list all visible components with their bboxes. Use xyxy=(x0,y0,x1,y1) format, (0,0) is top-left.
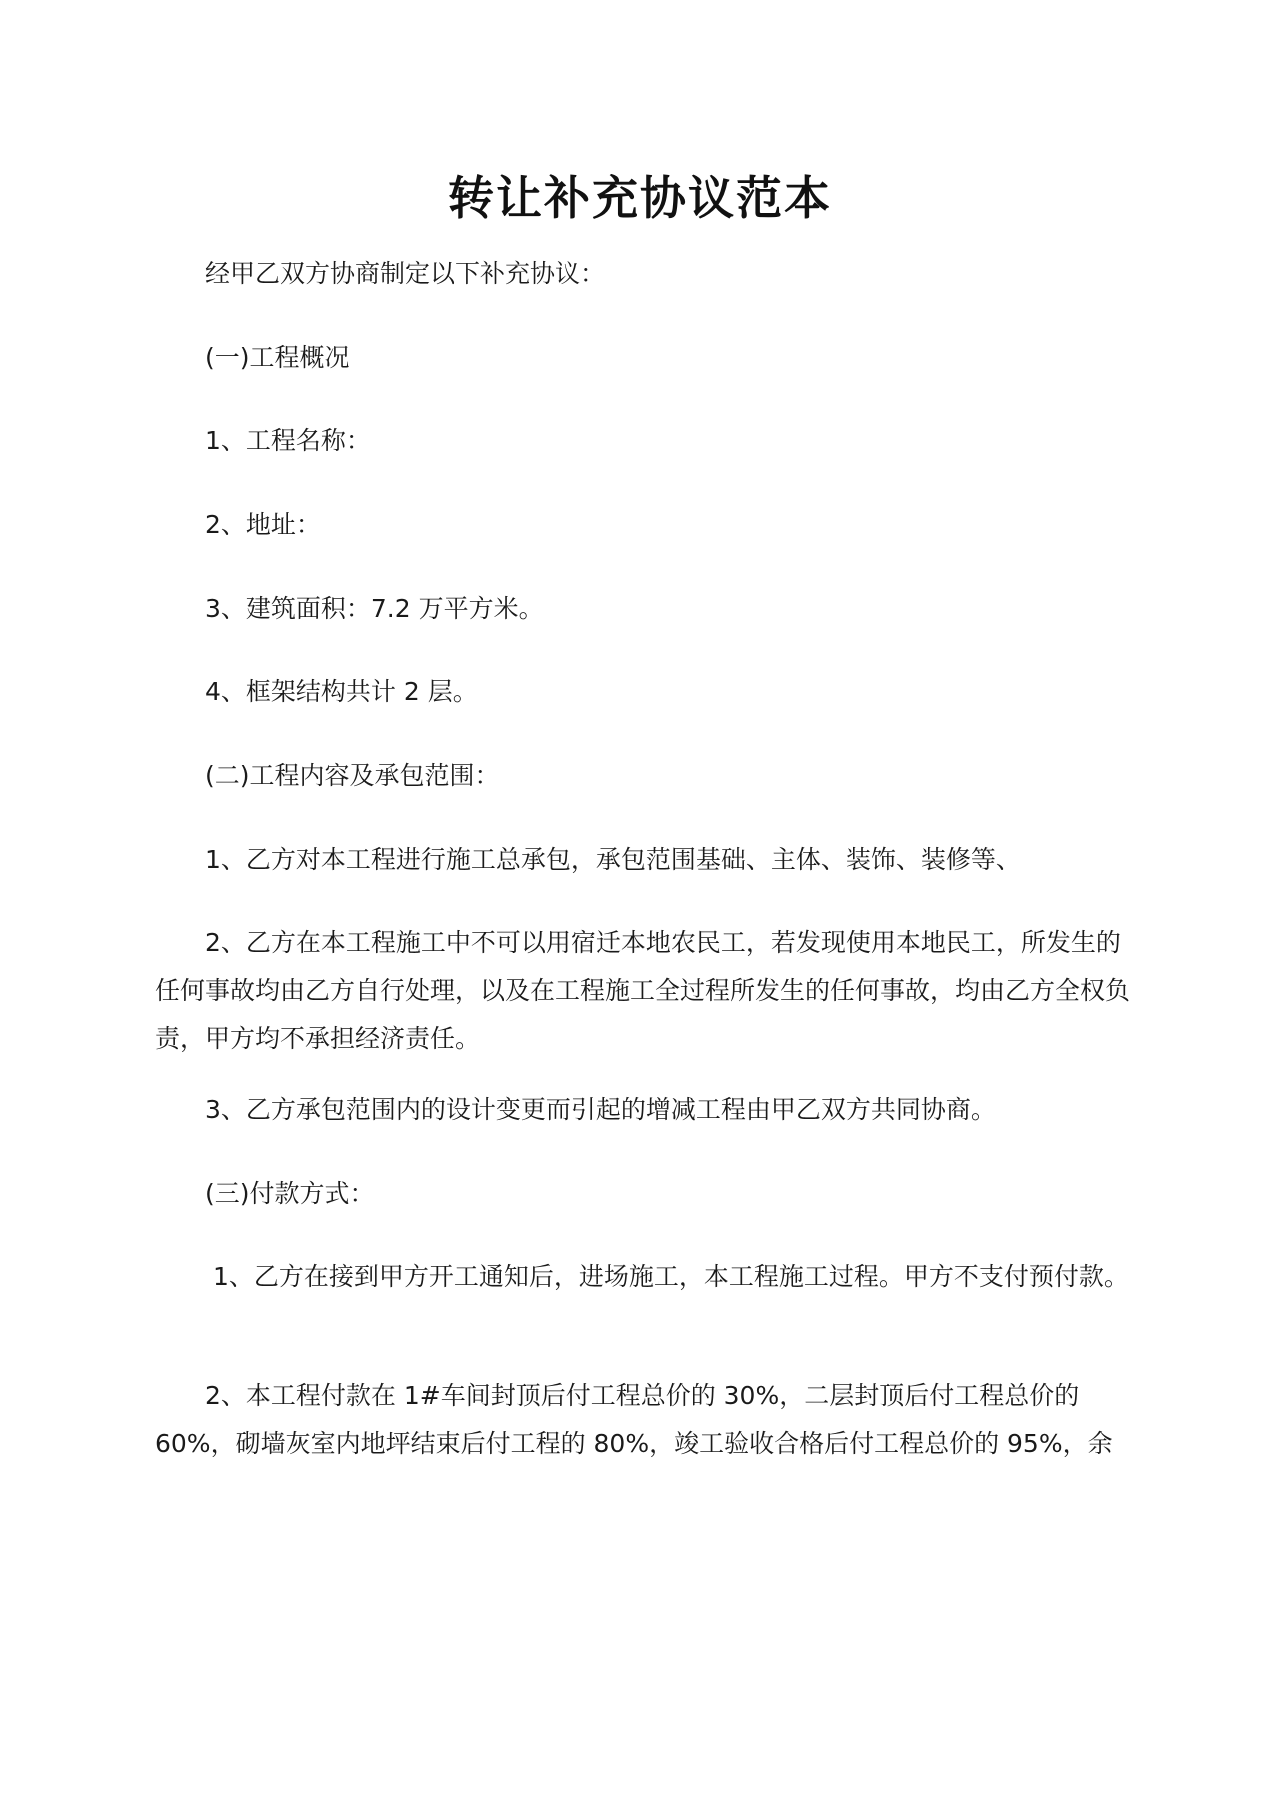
section-heading-2: (二)工程内容及承包范围： xyxy=(205,761,500,790)
list-item: 3、乙方承包范围内的设计变更而引起的增减工程由甲乙双方共同协商。 xyxy=(205,1095,996,1124)
list-item: 4、框架结构共计 2 层。 xyxy=(205,677,478,706)
list-item: 3、建筑面积：7.2 万平方米。 xyxy=(205,594,544,623)
list-item: 2、地址： xyxy=(205,510,321,539)
list-item: 1、乙方在接到甲方开工通知后，进场施工，本工程施工过程。甲方不支付预付款。 xyxy=(205,1262,1129,1291)
section-heading-1: (一)工程概况 xyxy=(205,343,350,372)
list-item: 2、乙方在本工程施工中不可以用宿迁本地农民工，若发现使用本地民工，所发生的任何事故均由乙方自行处理，以及在工程施工全过程所发生的任何事故，均由乙方全权负责，甲方均不承担经济责任。 xyxy=(155,928,1131,1053)
list-item: 2、本工程付款在 1#车间封顶后付工程总价的 30%，二层封顶后付工程总价的 60%，砌墙灰室内地坪结束后付工程的 80%，竣工验收合格后付工程总价的 95%，余 xyxy=(155,1381,1113,1458)
document-title: 转让补充协议范本 xyxy=(448,171,832,225)
list-item: 1、工程名称： xyxy=(205,426,371,455)
paragraph-intro: 经甲乙双方协商制定以下补充协议： xyxy=(205,259,606,288)
section-heading-3: (三)付款方式： xyxy=(205,1179,375,1208)
list-item: 1、乙方对本工程进行施工总承包，承包范围基础、主体、装饰、装修等、 xyxy=(205,845,1021,874)
